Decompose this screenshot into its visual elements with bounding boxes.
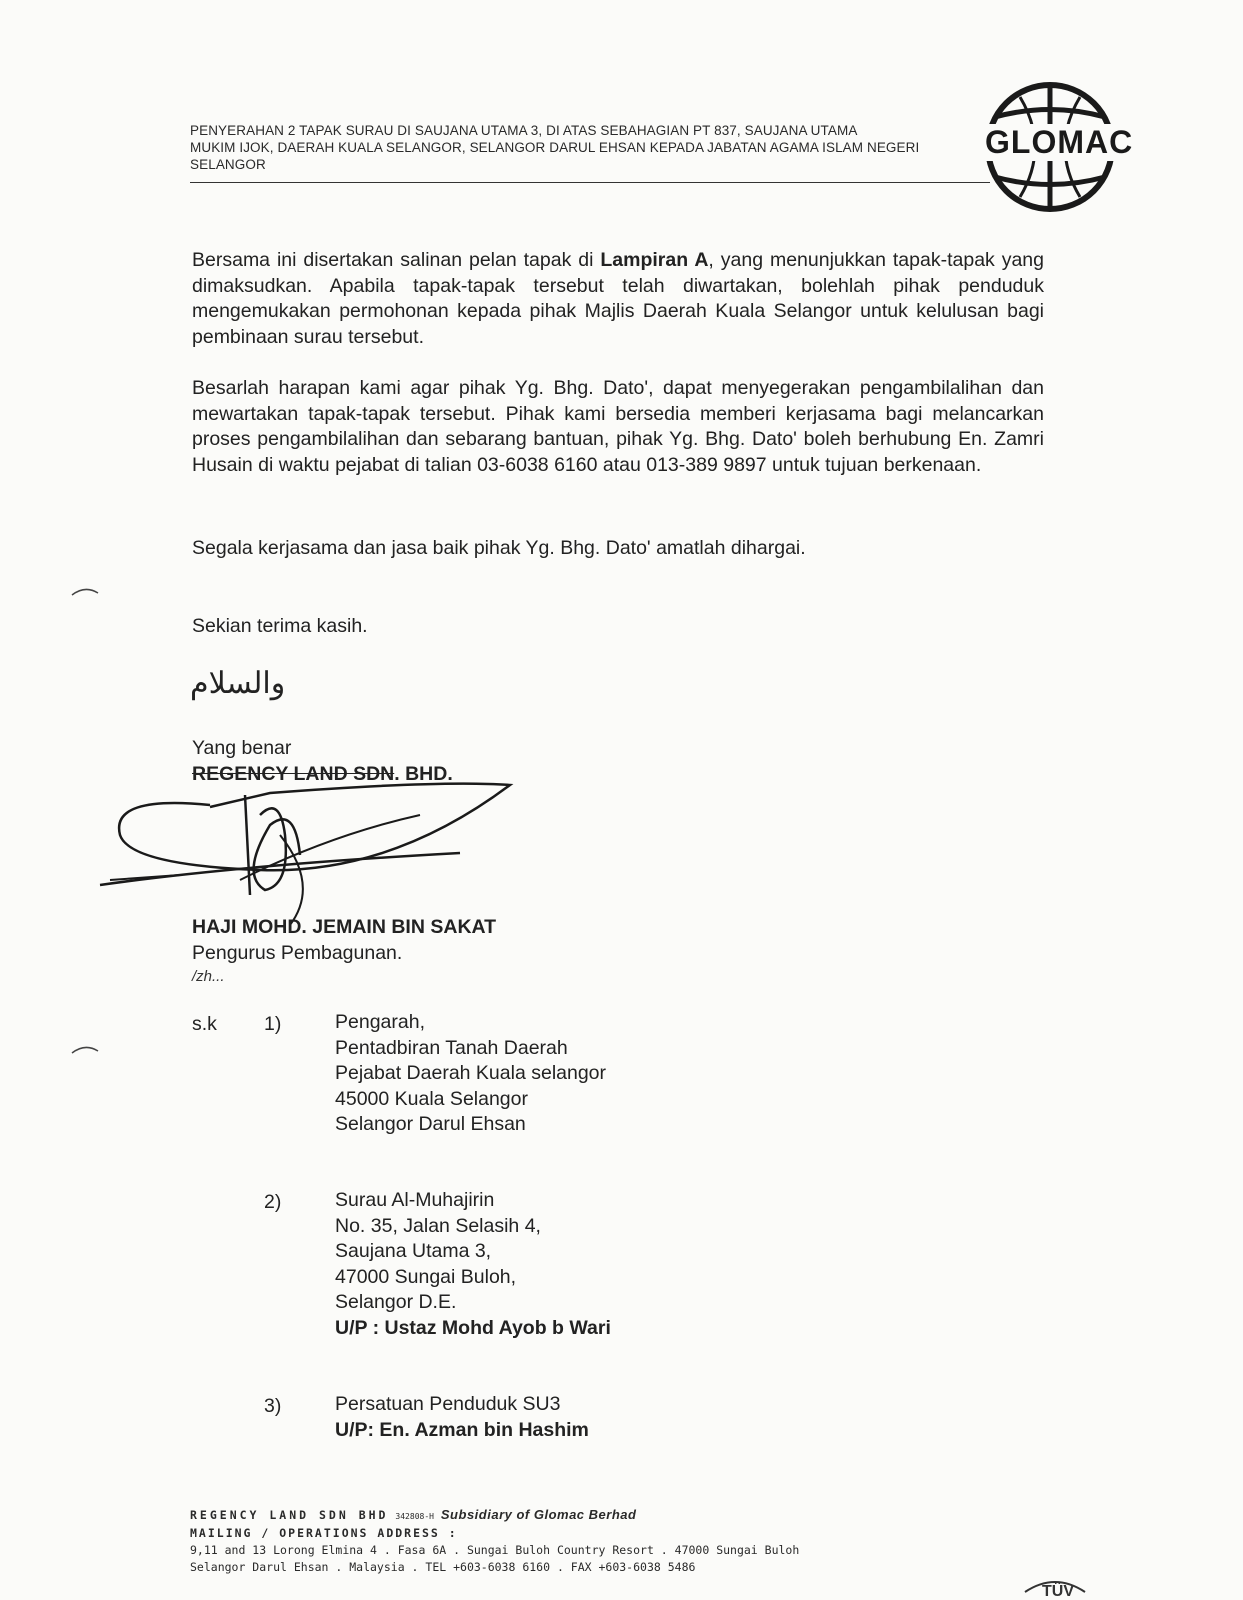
- paragraph-1-start: Bersama ini disertakan salinan pelan tapak di: [192, 249, 601, 271]
- company-name-rest: . BHD.: [394, 763, 453, 785]
- subject-line-2: MUKIM IJOK, DAERAH KUALA SELANGOR, SELANGOR DARUL EHSAN KEPADA JABATAN AGAMA ISLAM NEGERI: [190, 140, 920, 155]
- copies-label: s.k: [192, 1013, 217, 1035]
- address-line: Pengarah,: [335, 1011, 425, 1033]
- copy-recipient-3: [335, 1392, 589, 1443]
- subject-line-1: PENYERAHAN 2 TAPAK SURAU DI SAUJANA UTAMA 3, DI ATAS SEBAHAGIAN PT 837, SAUJANA UTAMA: [190, 123, 858, 138]
- footer-address-1: 9,11 and 13 Lorong Elmina 4 . Fasa 6A . Sungai Buloh Country Resort . 47000 Sungai Buloh: [190, 1543, 800, 1557]
- glomac-logo-text: GLOMAC: [985, 124, 1134, 160]
- paragraph-2: Besarlah harapan kami agar pihak Yg. Bhg. Dato', dapat menyegerakan pengambilalihan dan mewartakan tapak-tapak tersebut. Pihak kami bersedia memberi kerjasama bagi melancarkan proses pengambilalihan dan sebarang bantuan, pihak Yg. Bhg. Dato' boleh berhubung En. Zamri Husain di waktu pejabat di talian 03-6038 6160 atau 013-389 9897 untuk tujuan berkenaan.: [192, 377, 1044, 476]
- footer-subsidiary: Subsidiary of Glomac Berhad: [440, 1507, 637, 1522]
- address-line: Surau Al-Muhajirin: [335, 1189, 495, 1211]
- attention-line: U/P: En. Azman bin Hashim: [335, 1418, 589, 1441]
- closing-line: Sekian terima kasih.: [192, 615, 368, 637]
- letter-subject: [190, 122, 990, 173]
- letterhead-footer: [190, 1506, 950, 1576]
- paragraph-1: [192, 248, 1044, 350]
- address-line: Persatuan Penduduk SU3: [335, 1393, 561, 1415]
- address-line: Selangor Darul Ehsan: [335, 1113, 526, 1135]
- signer-title: Pengurus Pembagunan.: [192, 942, 403, 964]
- subject-line-3: SELANGOR: [190, 157, 266, 172]
- header-divider: [190, 182, 990, 183]
- copy-number: 1): [264, 1013, 282, 1035]
- footer-address-2: Selangor Darul Ehsan . Malaysia . TEL +603-6038 6160 . FAX +603-6038 5486: [190, 1560, 696, 1574]
- copy-number: 3): [264, 1395, 282, 1417]
- address-line: Pejabat Daerah Kuala selangor: [335, 1062, 607, 1084]
- margin-mark: [70, 1043, 100, 1055]
- company-name-struck: REGENCY LAND SDN: [192, 763, 395, 785]
- address-line: Pentadbiran Tanah Daerah: [335, 1036, 568, 1059]
- paragraph-3: Segala kerjasama dan jasa baik pihak Yg. Bhg. Dato' amatlah dihargai.: [192, 537, 806, 559]
- tuv-text: TÜV: [1042, 1583, 1074, 1600]
- lampiran-reference: Lampiran A: [600, 249, 709, 271]
- attention-line: U/P : Ustaz Mohd Ayob b Wari: [335, 1316, 611, 1339]
- copy-number: 2): [264, 1191, 282, 1213]
- yang-benar: Yang benar: [192, 737, 292, 759]
- signer-name: HAJI MOHD. JEMAIN BIN SAKAT: [192, 916, 497, 938]
- address-line: 45000 Kuala Selangor: [335, 1087, 528, 1110]
- address-line: 47000 Sungai Buloh,: [335, 1265, 517, 1288]
- margin-mark: [70, 585, 100, 597]
- copy-recipient-2: [335, 1188, 611, 1341]
- address-line: Saujana Utama 3,: [335, 1240, 492, 1262]
- handwritten-signature: [90, 775, 540, 935]
- footer-mailing-label: MAILING / OPERATIONS ADDRESS :: [190, 1526, 458, 1540]
- paragraph-1-end: , yang menunjukkan tapak-tapak yang dimaksudkan. Apabila tapak-tapak tersebut telah diwartakan, bolehlah pihak penduduk mengemukakan permohonan kepada pihak Majlis Daerah Kuala Selangor untuk kelulusan bagi pembinaan surau tersebut.: [192, 249, 1044, 348]
- address-line: No. 35, Jalan Selasih 4,: [335, 1214, 541, 1237]
- tuv-certification-logo: [1020, 1570, 1090, 1600]
- address-line: Selangor D.E.: [335, 1291, 457, 1313]
- arabic-salutation: والسلام: [190, 666, 286, 701]
- footer-company: REGENCY LAND SDN BHD: [190, 1508, 389, 1522]
- footer-reg-no: 342808-H: [395, 1512, 434, 1521]
- reference-initials: /zh...: [192, 968, 225, 985]
- copy-recipient-1: [335, 1010, 606, 1138]
